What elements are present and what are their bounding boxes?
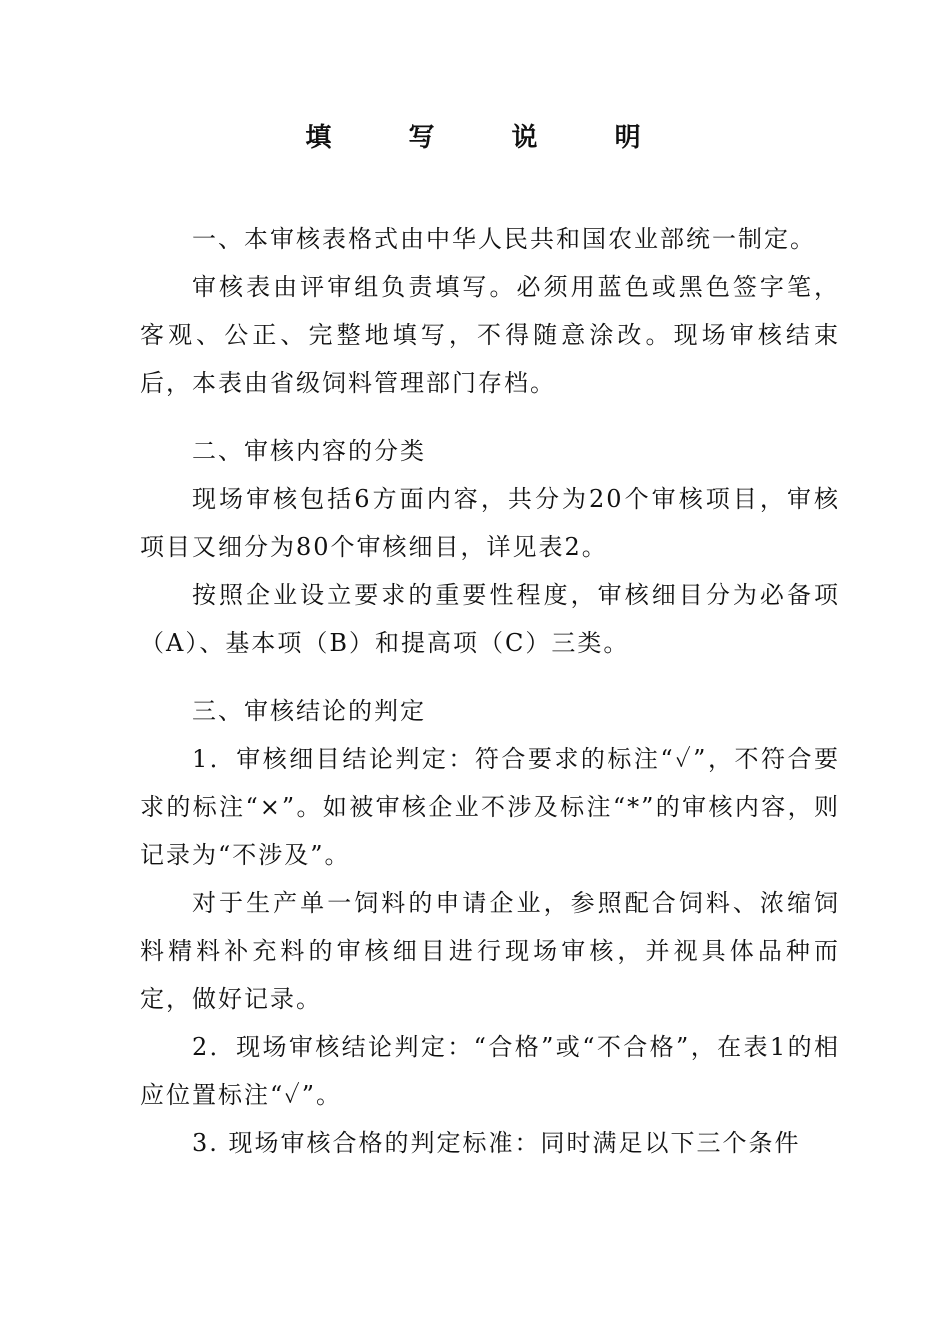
paragraph-single-feed: 对于生产单一饲料的申请企业，参照配合饲料、浓缩饲料精料补充料的审核细目进行现场审核，并视具体品种而定，做好记录。 bbox=[140, 889, 840, 1013]
paragraph-section-1-heading: 一、本审核表格式由中华人民共和国农业部统一制定。 bbox=[192, 225, 816, 253]
paragraph-pass-criteria: 3. 现场审核合格的判定标准：同时满足以下三个条件 bbox=[192, 1129, 801, 1157]
paragraph-item-categories: 按照企业设立要求的重要性程度，审核细目分为必备项（A）、基本项（B）和提高项（C）三类。 bbox=[140, 581, 840, 657]
paragraph-filling-rules: 审核表由评审组负责填写。必须用蓝色或黑色签字笔，客观、公正、完整地填写，不得随意涂改。现场审核结束后，本表由省级饲料管理部门存档。 bbox=[140, 273, 840, 397]
paragraph-onsite-judgement: 2．现场审核结论判定：“合格”或“不合格”，在表1的相应位置标注“✓”。 bbox=[140, 1033, 840, 1109]
page-title: 填 写 说 明 bbox=[305, 123, 675, 153]
paragraph-section-3-heading: 三、审核结论的判定 bbox=[192, 697, 426, 725]
document-body bbox=[140, 215, 840, 1167]
paragraph-audit-scope: 现场审核包括6方面内容，共分为20个审核项目，审核项目又细分为80个审核细目，详见表2。 bbox=[140, 485, 840, 561]
paragraph-section-2-heading: 二、审核内容的分类 bbox=[192, 437, 426, 465]
paragraph-item-judgement: 1．审核细目结论判定：符合要求的标注“✓”，不符合要求的标注“×”。如被审核企业不涉及标注“*”的审核内容，则记录为“不涉及”。 bbox=[140, 745, 840, 869]
